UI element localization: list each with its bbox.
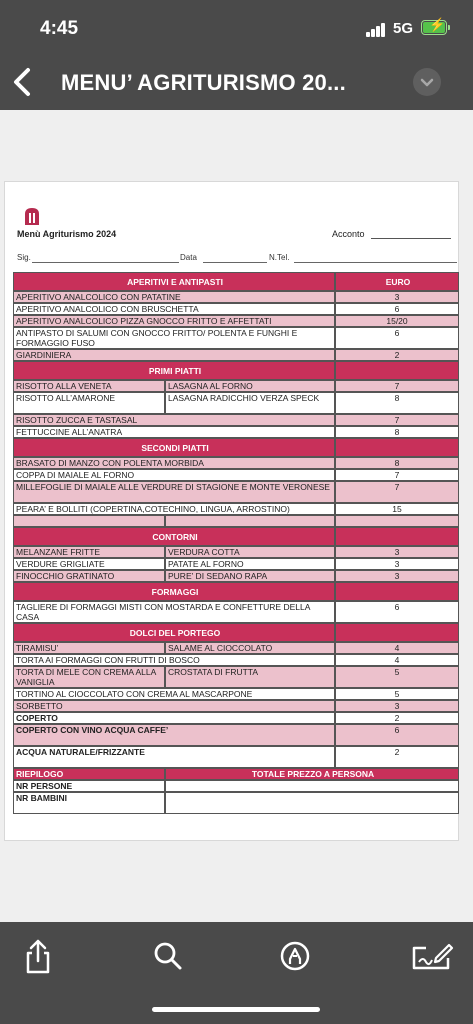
menu-item-price: 8 [335, 457, 459, 469]
menu-item-price: 2 [335, 349, 459, 361]
menu-item-price: 5 [335, 666, 459, 688]
menu-item-name-alt: SALAME AL CIOCCOLATO [165, 642, 335, 654]
menu-item-name: COPPA DI MAIALE AL FORNO [13, 469, 335, 481]
menu-item-name: RISOTTO ZUCCA E TASTASAL [13, 414, 335, 426]
sig-field-line [32, 262, 179, 263]
share-icon[interactable] [18, 936, 58, 976]
menu-item-price: 3 [335, 700, 459, 712]
menu-item-price: 7 [335, 380, 459, 392]
menu-item-name: APERITIVO ANALCOLICO CON PATATINE [13, 291, 335, 303]
section-header: PRIMI PIATTI [13, 361, 335, 380]
menu-item-price: 2 [335, 746, 459, 768]
document-title: MENU’ AGRITURISMO 20... [61, 70, 346, 95]
status-bar [0, 0, 473, 56]
menu-item-price: 4 [335, 642, 459, 654]
menu-item-name-alt: LASAGNA RADICCHIO VERZA SPECK [165, 392, 335, 414]
menu-item-name: RISOTTO ALL’AMARONE [13, 392, 165, 414]
customer-form-row [17, 253, 457, 265]
menu-item-name-alt [165, 515, 335, 527]
section-header: FORMAGGI [13, 582, 335, 601]
menu-item-name: TORTA DI MELE CON CREMA ALLA VANIGLIA [13, 666, 165, 688]
nav-bar [0, 56, 473, 110]
menu-item-name: TAGLIERE DI FORMAGGI MISTI CON MOSTARDA E CONFETTURE DELLA CASA [13, 601, 335, 623]
back-chevron-icon[interactable] [8, 64, 38, 100]
menu-item-price: 15 [335, 503, 459, 515]
menu-item-name: MILLEFOGLIE DI MAIALE ALLE VERDURE DI STAGIONE E MONTE VERONESE [13, 481, 335, 503]
sig-label: Sig. [17, 253, 31, 262]
menu-item-price: 3 [335, 291, 459, 303]
section-header: CONTORNI [13, 527, 335, 546]
section-header-euro [335, 582, 459, 601]
section-header-euro [335, 527, 459, 546]
menu-item-name-alt: CROSTATA DI FRUTTA [165, 666, 335, 688]
menu-item-name: TIRAMISU’ [13, 642, 165, 654]
menu-item-name: ACQUA NATURALE/FRIZZANTE [13, 746, 335, 768]
ntel-field-line [294, 262, 457, 263]
menu-item-name: APERITIVO ANALCOLICO CON BRUSCHETTA [13, 303, 335, 315]
menu-item-price [335, 515, 459, 527]
battery-charging-icon: ⚡ [421, 20, 447, 35]
menu-item-name: COPERTO CON VINO ACQUA CAFFE’ [13, 724, 335, 746]
summary-row-value [165, 780, 459, 792]
section-header: DOLCI DEL PORTEGO [13, 623, 335, 642]
menu-item-price: 2 [335, 712, 459, 724]
menu-item-name-alt: LASAGNA AL FORNO [165, 380, 335, 392]
menu-item-price: 6 [335, 724, 459, 746]
menu-item-price: 5 [335, 688, 459, 700]
summary-row-label: NR PERSONE [13, 780, 165, 792]
menu-item-name-alt: PATATE AL FORNO [165, 558, 335, 570]
section-header-euro [335, 361, 459, 380]
section-header: SECONDI PIATTI [13, 438, 335, 457]
menu-item-price: 4 [335, 654, 459, 666]
restaurant-logo [22, 206, 42, 226]
ntel-label: N.Tel. [269, 253, 290, 262]
menu-item-price: 7 [335, 469, 459, 481]
section-header-euro [335, 438, 459, 457]
battery-tip [448, 25, 450, 30]
menu-item-price: 7 [335, 481, 459, 503]
menu-item-name: APERITIVO ANALCOLICO PIZZA GNOCCO FRITTO E AFFETTATI [13, 315, 335, 327]
menu-item-name: ANTIPASTO DI SALUMI CON GNOCCO FRITTO/ POLENTA E FUNGHI E FORMAGGIO FUSO [13, 327, 335, 349]
menu-item-name: TORTA AI FORMAGGI CON FRUTTI DI BOSCO [13, 654, 335, 666]
menu-item-price: 8 [335, 426, 459, 438]
section-header-euro: EURO [335, 272, 459, 291]
summary-row-value [165, 792, 459, 814]
menu-item-name: GIARDINIERA [13, 349, 335, 361]
acconto-label: Acconto [332, 229, 365, 239]
menu-item-name: TORTINO AL CIOCCOLATO CON CREMA AL MASCARPONE [13, 688, 335, 700]
total-per-person-header: TOTALE PREZZO A PERSONA [165, 768, 459, 780]
pdf-page [4, 181, 459, 841]
menu-item-name: PEARA’ E BOLLITI (COPERTINA,COTECHINO, LINGUA, ARROSTINO) [13, 503, 335, 515]
menu-item-price: 6 [335, 601, 459, 623]
menu-item-name: SORBETTO [13, 700, 335, 712]
menu-item-name-alt: VERDURA COTTA [165, 546, 335, 558]
home-indicator-bar [152, 1007, 320, 1012]
menu-item-price: 3 [335, 558, 459, 570]
summary-header: RIEPILOGO [13, 768, 165, 780]
data-field-line [203, 262, 267, 263]
menu-item-name [13, 515, 165, 527]
search-icon[interactable] [148, 936, 188, 976]
data-label: Data [180, 253, 197, 262]
network-type: 5G [393, 20, 414, 37]
menu-item-price: 7 [335, 414, 459, 426]
signature-icon[interactable] [410, 936, 450, 976]
menu-heading: Menù Agriturismo 2024 [17, 229, 117, 239]
menu-item-name-alt: PURE’ DI SEDANO RAPA [165, 570, 335, 582]
menu-item-price: 3 [335, 570, 459, 582]
menu-item-price: 6 [335, 303, 459, 315]
menu-item-price: 8 [335, 392, 459, 414]
markup-pen-icon[interactable] [275, 936, 315, 976]
menu-item-price: 3 [335, 546, 459, 558]
chevron-down-icon[interactable] [413, 68, 441, 96]
menu-item-name: RISOTTO ALLA VENETA [13, 380, 165, 392]
menu-item-name: MELANZANE FRITTE [13, 546, 165, 558]
status-time: 4:45 [40, 18, 79, 39]
menu-item-price: 6 [335, 327, 459, 349]
section-header: APERITIVI E ANTIPASTI [13, 272, 335, 291]
menu-item-name: FETTUCCINE ALL’ANATRA [13, 426, 335, 438]
cellular-signal-icon [366, 23, 386, 37]
section-header-euro [335, 623, 459, 642]
menu-item-price: 15/20 [335, 315, 459, 327]
summary-row-label: NR BAMBINI [13, 792, 165, 814]
menu-item-name: FINOCCHIO GRATINATO [13, 570, 165, 582]
acconto-field-line [371, 238, 451, 239]
menu-item-name: VERDURE GRIGLIATE [13, 558, 165, 570]
menu-item-name: BRASATO DI MANZO CON POLENTA MORBIDA [13, 457, 335, 469]
menu-item-name: COPERTO [13, 712, 335, 724]
